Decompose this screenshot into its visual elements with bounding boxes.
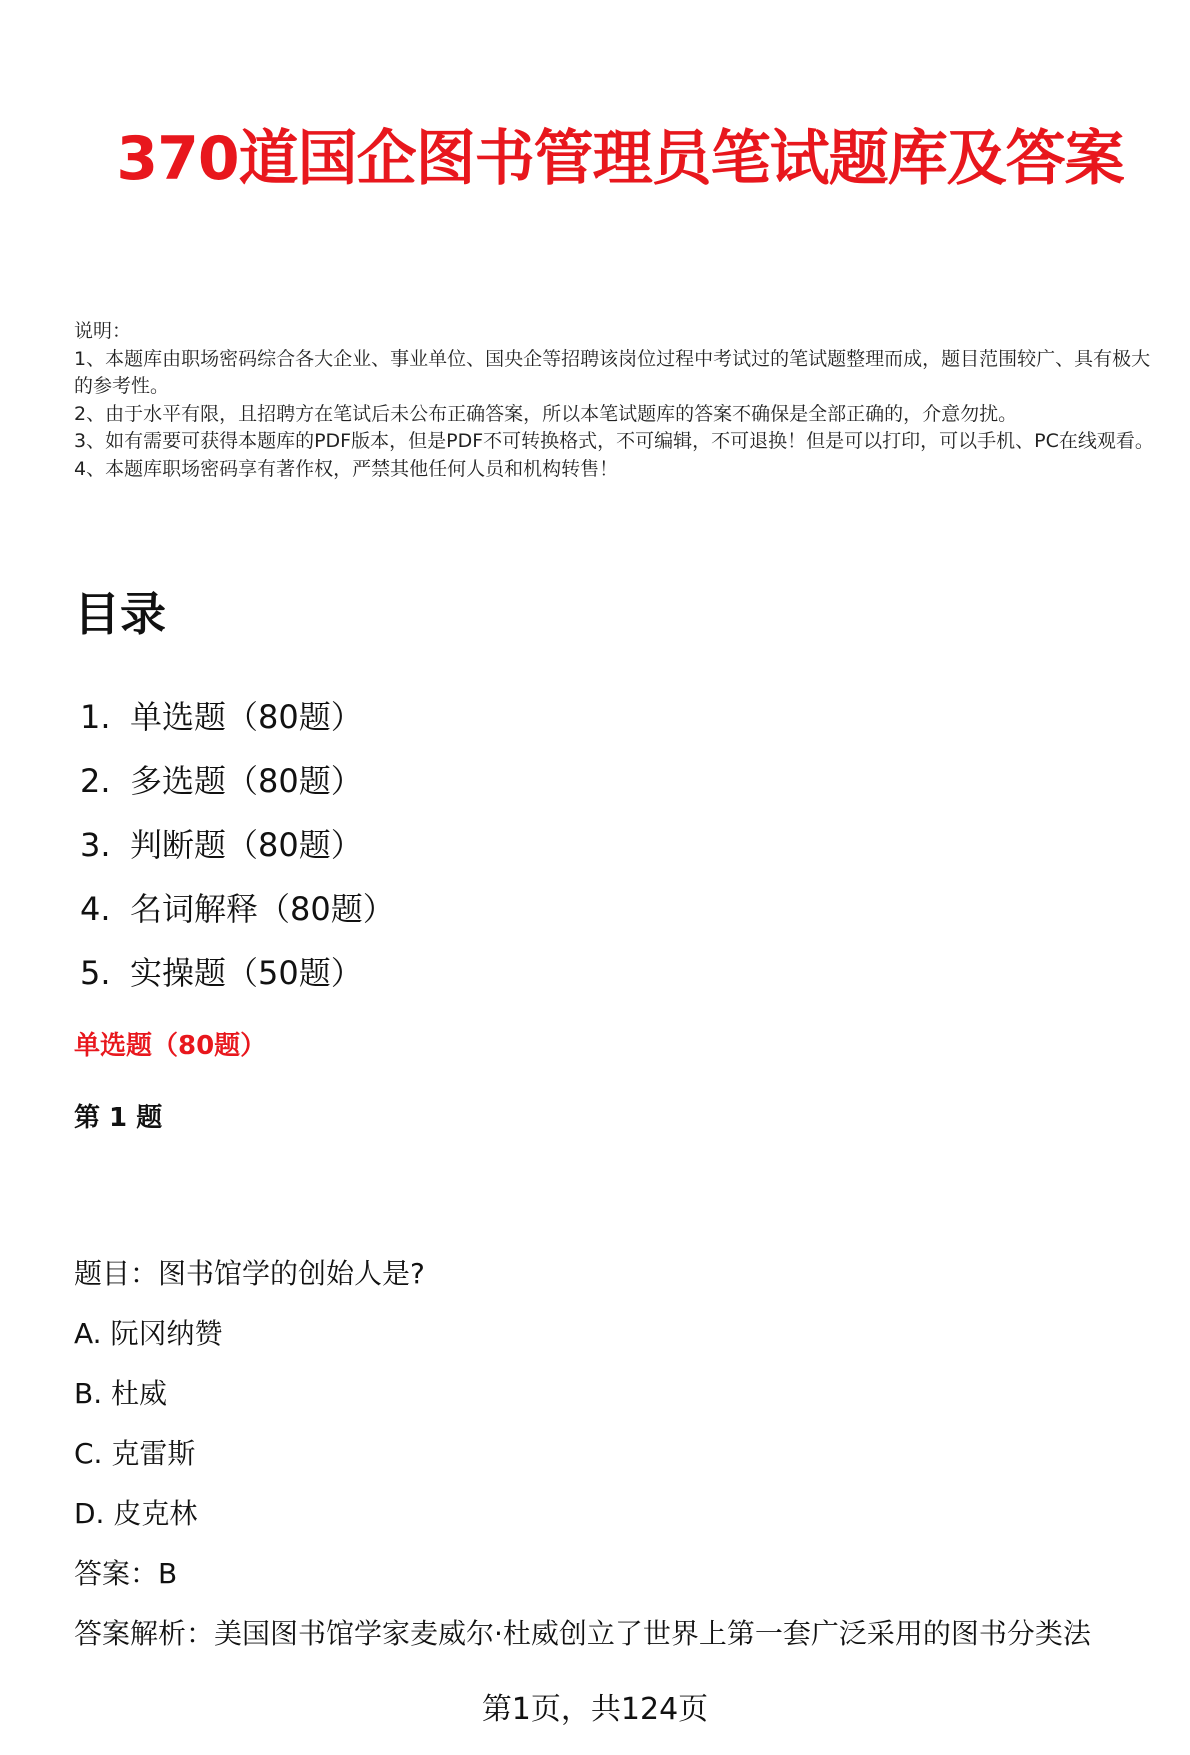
toc-item[interactable] bbox=[80, 749, 395, 813]
toc-item-label: 实操题（50题） bbox=[130, 954, 363, 992]
toc-item[interactable] bbox=[80, 877, 395, 941]
notes-heading: 说明： bbox=[74, 320, 132, 342]
question-option: A. 阮冈纳赞 bbox=[74, 1317, 223, 1350]
toc-item-number: 4. bbox=[80, 890, 111, 928]
question-answer: 答案：B bbox=[74, 1557, 178, 1590]
section-title: 单选题（80题） bbox=[74, 1031, 267, 1061]
toc-item-number: 2. bbox=[80, 762, 111, 800]
question-prompt: 题目：图书馆学的创始人是? bbox=[74, 1257, 425, 1290]
question-option: D. 皮克林 bbox=[74, 1497, 198, 1530]
note-item: 3、如有需要可获得本题库的PDF版本，但是PDF不可转换格式，不可编辑，不可退换！但是可以打印，可以手机、PC在线观看。 bbox=[74, 430, 1154, 452]
question-number: 第 1 题 bbox=[74, 1103, 163, 1133]
question-option: B. 杜威 bbox=[74, 1377, 168, 1410]
page-footer: 第1页，共124页 bbox=[481, 1692, 709, 1727]
note-item: 2、由于水平有限，且招聘方在笔试后未公布正确答案，所以本笔试题库的答案不确保是全部正确的，介意勿扰。 bbox=[74, 402, 1018, 425]
notes-block bbox=[74, 318, 1154, 483]
question-option: C. 克雷斯 bbox=[74, 1437, 196, 1470]
table-of-contents bbox=[80, 685, 395, 1005]
document-title: 370道国企图书管理员笔试题库及答案 bbox=[116, 124, 1124, 194]
toc-item-label: 名词解释（80题） bbox=[130, 890, 395, 928]
toc-item-label: 判断题（80题） bbox=[130, 826, 363, 864]
question-block bbox=[74, 1244, 1174, 1664]
note-item: 1、本题库由职场密码综合各大企业、事业单位、国央企等招聘该岗位过程中考试过的笔试题整理而成，题目范围较广、具有极大的参考性。 bbox=[74, 347, 1151, 397]
toc-heading: 目录 bbox=[74, 587, 166, 641]
toc-item[interactable] bbox=[80, 813, 395, 877]
toc-item-number: 5. bbox=[80, 954, 111, 992]
note-item: 4、本题库职场密码享有著作权，严禁其他任何人员和机构转售！ bbox=[74, 457, 619, 480]
toc-item[interactable] bbox=[80, 941, 395, 1005]
toc-item-number: 3. bbox=[80, 826, 111, 864]
toc-item-label: 单选题（80题） bbox=[130, 698, 363, 736]
toc-item-number: 1. bbox=[80, 698, 111, 736]
question-explanation: 答案解析：美国图书馆学家麦威尔·杜威创立了世界上第一套广泛采用的图书分类法 bbox=[74, 1617, 1091, 1650]
toc-item-label: 多选题（80题） bbox=[130, 762, 363, 800]
toc-item[interactable] bbox=[80, 685, 395, 749]
